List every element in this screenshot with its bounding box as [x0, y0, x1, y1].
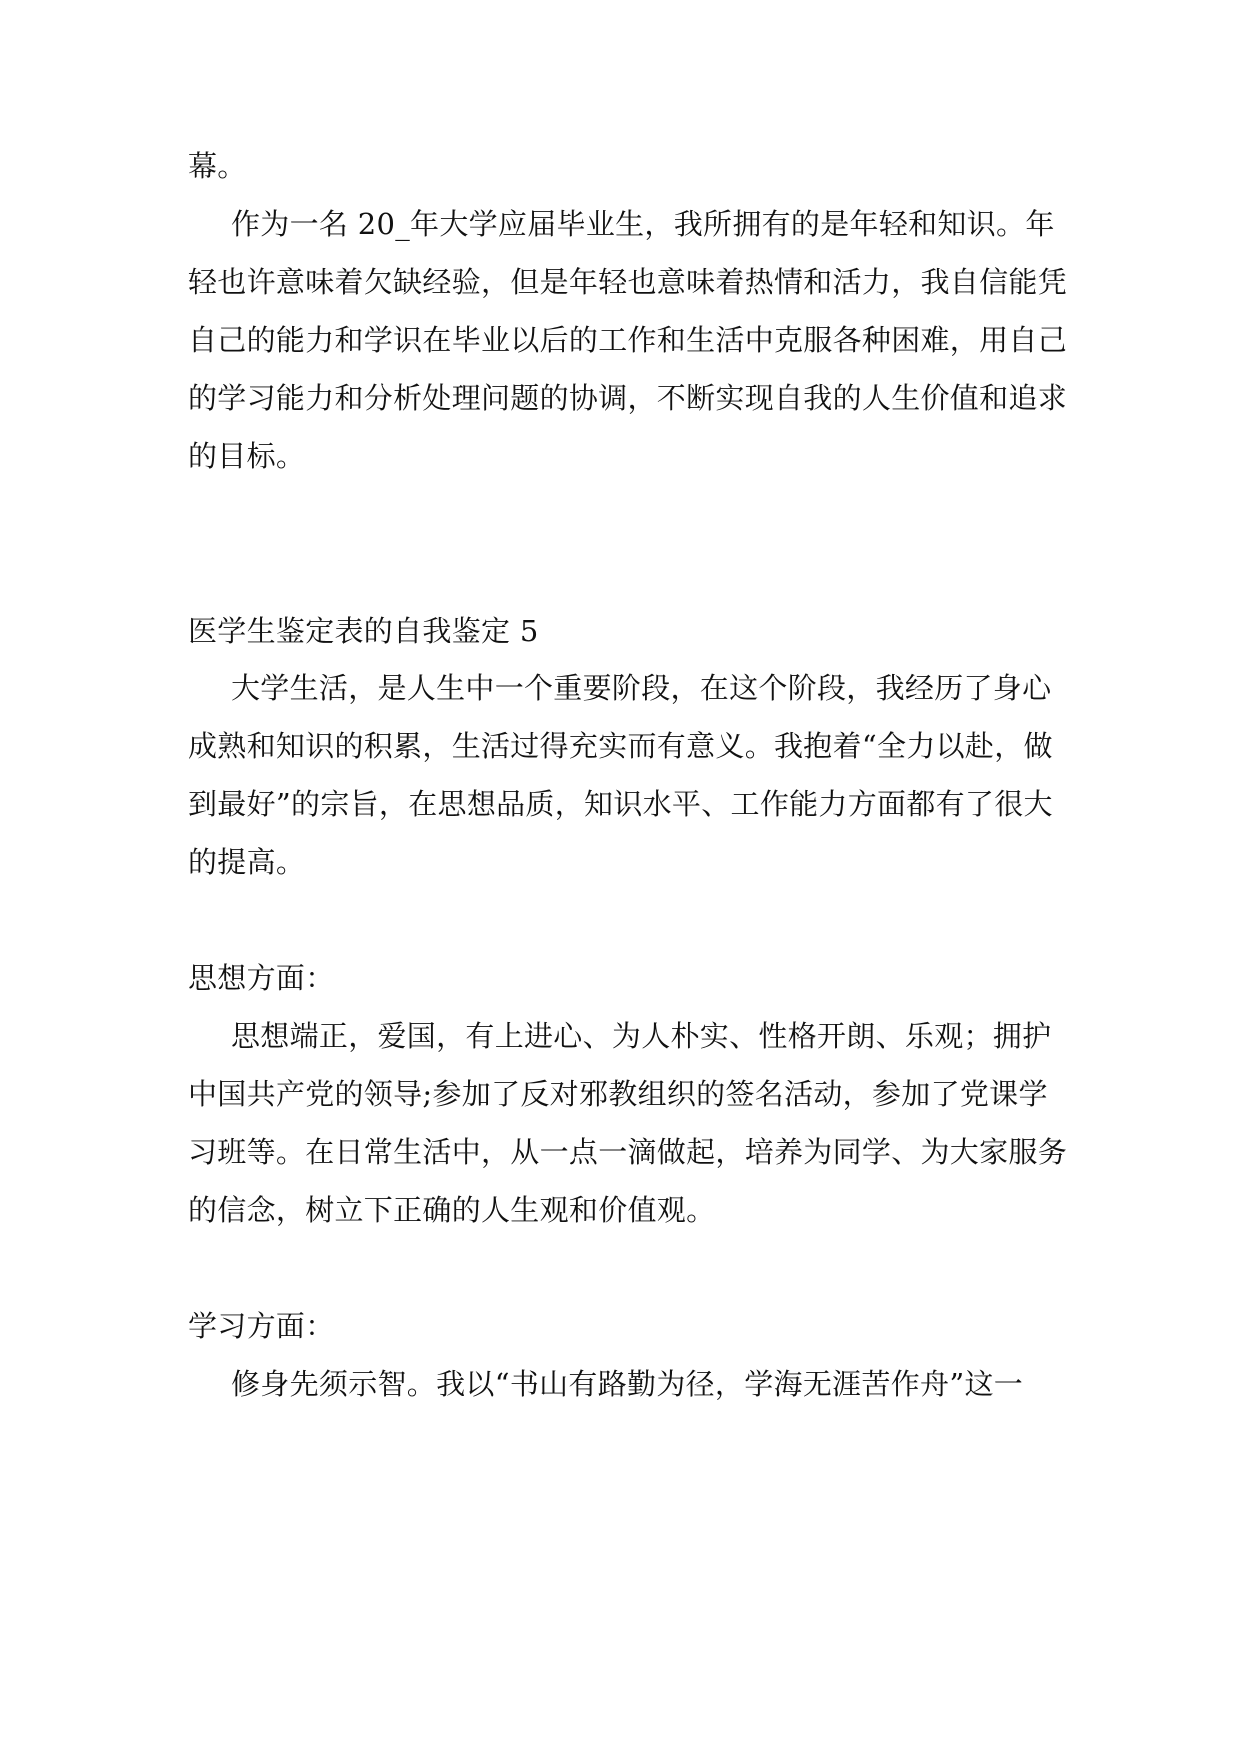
intro-line-3: 自己的能力和学识在毕业以后的工作和生活中克服各种困难，用自己	[188, 323, 1068, 357]
intro-line-4: 的学习能力和分析处理问题的协调，不断实现自我的人生价值和追求	[188, 381, 1068, 415]
study-heading: 学习方面：	[188, 1309, 335, 1343]
thought-line-1: 思想端正，爱国，有上进心、为人朴实、性格开朗、乐观；拥护	[231, 1019, 1052, 1053]
thought-line-3: 习班等。在日常生活中，从一点一滴做起，培养为同学、为大家服务	[188, 1135, 1068, 1169]
section-intro-line-2: 成熟和知识的积累，生活过得充实而有意义。我抱着“全力以赴，做	[188, 729, 1053, 763]
study-line-1: 修身先须示智。我以“书山有路勤为径，学海无涯苦作舟”这一	[231, 1367, 1024, 1401]
thought-line-2: 中国共产党的领导;参加了反对邪教组织的签名活动，参加了党课学	[188, 1077, 1048, 1111]
section-intro-line-1: 大学生活，是人生中一个重要阶段，在这个阶段，我经历了身心	[231, 671, 1052, 705]
section-title: 医学生鉴定表的自我鉴定 5	[188, 614, 539, 648]
continuation-line: 幕。	[188, 149, 247, 183]
intro-line-2: 轻也许意味着欠缺经验，但是年轻也意味着热情和活力，我自信能凭	[188, 265, 1068, 299]
section-intro-line-4: 的提高。	[188, 845, 306, 879]
section-intro-line-3: 到最好”的宗旨，在思想品质，知识水平、工作能力方面都有了很大	[188, 787, 1053, 821]
intro-line-1: 作为一名 20_年大学应届毕业生，我所拥有的是年轻和知识。年	[231, 207, 1055, 241]
intro-line-5: 的目标。	[188, 439, 306, 473]
thought-line-4: 的信念，树立下正确的人生观和价值观。	[188, 1193, 716, 1227]
thought-heading: 思想方面：	[188, 961, 335, 995]
